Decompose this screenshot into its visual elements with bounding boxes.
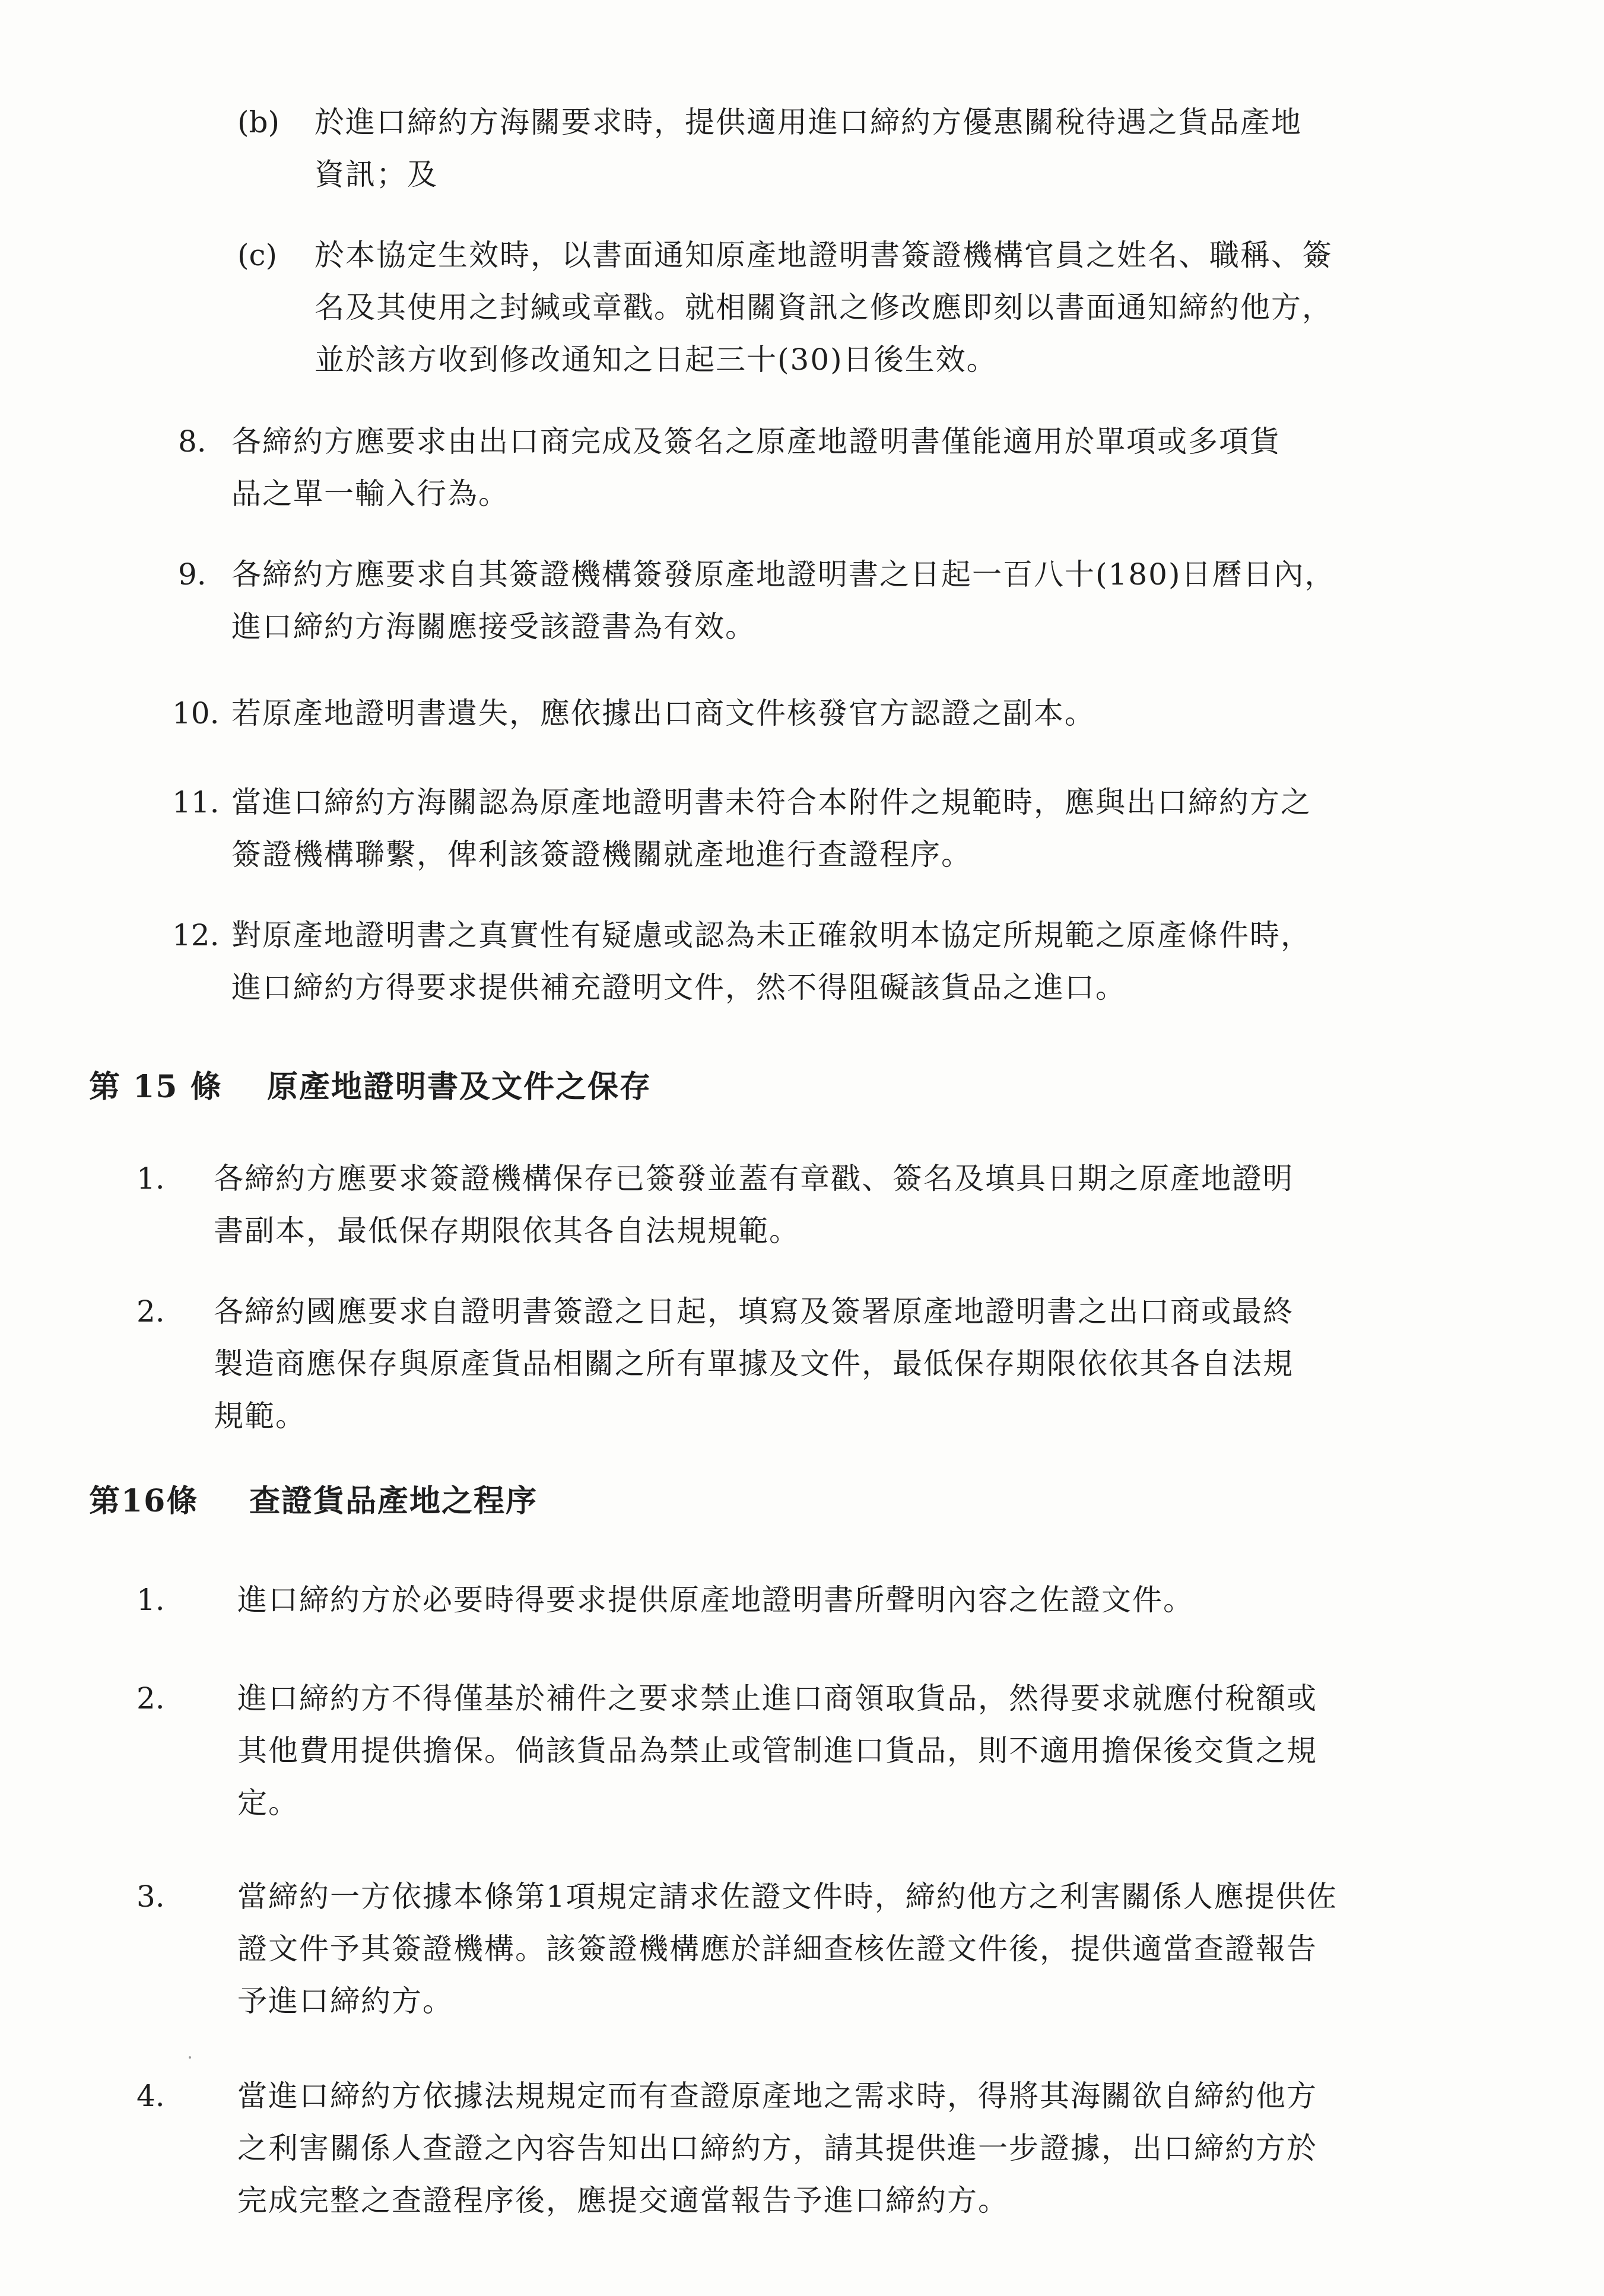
paragraph-line: 完成完整之查證程序後，應提交適當報告予進口締約方。 [237,2183,1009,2218]
article-title: 原產地證明書及文件之保存 [267,1069,652,1105]
article-number: 第 15 條 [89,1069,223,1105]
paragraph-line: 當進口締約方海關認為原產地證明書未符合本附件之規範時，應與出口締約方之 [231,785,1311,820]
paragraph-line: 規範。 [214,1399,306,1433]
paragraph-line: 進口締約方不得僅基於補件之要求禁止進口商領取貨品，然得要求就應付稅額或 [237,1681,1317,1716]
clause-line: 於本協定生效時，以書面通知原產地證明書簽證機構官員之姓名、職稱、簽 [315,238,1333,272]
paragraph-line: 書副本，最低保存期限依其各自法規規範。 [214,1214,800,1248]
clause-line: 於進口締約方海關要求時，提供適用進口締約方優惠關稅待遇之貨品產地 [315,105,1302,139]
clause-line: 名及其使用之封緘或章戳。就相關資訊之修改應即刻以書面通知締約他方， [315,290,1333,325]
paragraph-number: 9. [178,557,207,592]
paragraph-line: 其他費用提供擔保。倘該貨品為禁止或管制進口貨品，則不適用擔保後交貨之規 [237,1733,1317,1768]
paragraph-line: 予進口締約方。 [237,1984,453,2018]
paragraph-line: 當締約一方依據本條第1項規定請求佐證文件時，締約他方之利害關係人應提供佐 [237,1879,1338,1914]
clause-label: (b) [237,105,280,139]
paragraph-line: 各締約方應要求簽證機構保存已簽發並蓋有章戳、簽名及填具日期之原產地證明 [214,1161,1294,1196]
paragraph-line: 進口締約方於必要時得要求提供原產地證明書所聲明內容之佐證文件。 [237,1583,1194,1617]
paragraph-line: 品之單一輸入行為。 [231,477,509,511]
paragraph-line: 證文件予其簽證機構。該簽證機構應於詳細查核佐證文件後，提供適當查證報告 [237,1932,1317,1966]
paragraph-number: 4. [136,2079,165,2113]
paragraph-number: 10. [172,696,220,731]
paragraph-number: 1. [136,1583,165,1617]
paragraph-line: 製造商應保存與原產貨品相關之所有單據及文件，最低保存期限依依其各自法規 [214,1347,1294,1381]
paragraph-number: 8. [178,424,207,459]
paragraph-line: 當進口締約方依據法規規定而有查證原產地之需求時，得將其海關欲自締約他方 [237,2079,1317,2113]
article-number: 第16條 [89,1483,199,1519]
paragraph-line: 進口締約方海關應接受該證書為有效。 [231,609,756,644]
paragraph-line: 定。 [237,1786,299,1820]
paragraph-line: 各締約方應要求由出口商完成及簽名之原產地證明書僅能適用於單項或多項貨 [231,424,1281,459]
paragraph-number: 1. [136,1161,165,1196]
clause-line: 資訊；及 [315,157,438,192]
article-title: 查證貨品產地之程序 [249,1483,538,1519]
clause-label: (c) [237,238,278,272]
paragraph-number: 3. [136,1879,165,1914]
paragraph-line: 之利害關係人查證之內容告知出口締約方，請其提供進一步證據，出口締約方於 [237,2131,1317,2165]
paragraph-line: 各締約國應要求自證明書簽證之日起，填寫及簽署原產地證明書之出口商或最終 [214,1294,1294,1329]
paragraph-line: 各締約方應要求自其簽證機構簽發原產地證明書之日起一百八十(180)日曆日內， [231,557,1336,592]
paragraph-line: 若原產地證明書遺失，應依據出口商文件核發官方認證之副本。 [231,696,1095,731]
paragraph-number: 2. [136,1681,165,1716]
paragraph-number: 2. [136,1294,165,1329]
paragraph-line: 簽證機構聯繫，俾利該簽證機關就產地進行查證程序。 [231,837,972,872]
clause-line: 並於該方收到修改通知之日起三十(30)日後生效。 [315,342,998,377]
paragraph-number: 11. [172,785,220,820]
paragraph-number: 12. [172,918,220,952]
paragraph-line: 對原產地證明書之真實性有疑慮或認為未正確敘明本協定所規範之原產條件時， [231,918,1311,952]
paragraph-line: 進口締約方得要求提供補充證明文件，然不得阻礙該貨品之進口。 [231,970,1126,1005]
scan-speck [189,2056,191,2059]
